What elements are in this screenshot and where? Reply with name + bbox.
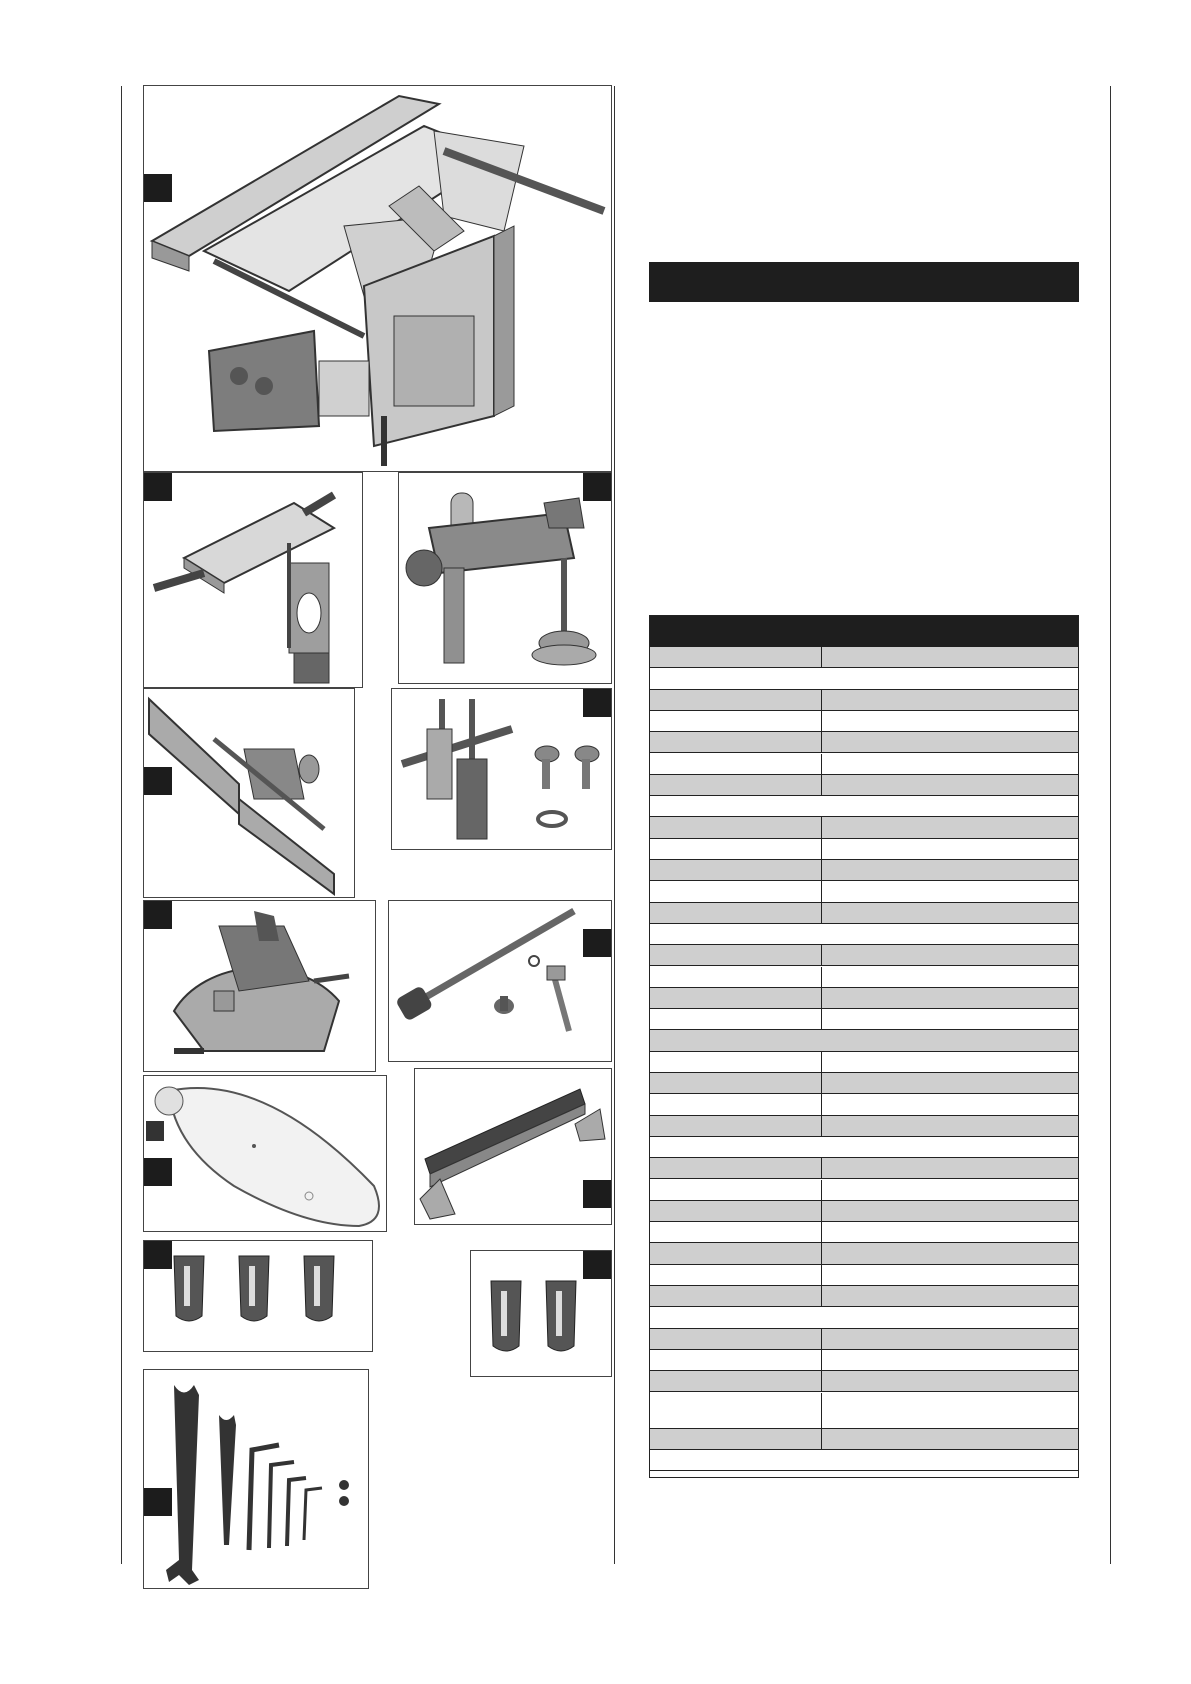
- table-cell-label: [650, 1201, 822, 1221]
- table-cell-value: [822, 1116, 1078, 1136]
- table-row: [650, 1243, 1078, 1264]
- table-row: [650, 1371, 1078, 1392]
- table-cell-value: [822, 690, 1078, 710]
- table-cell-label: [650, 647, 822, 667]
- table-cell-value: [822, 860, 1078, 880]
- table-cell-label: [650, 988, 822, 1008]
- table-row: [650, 817, 1078, 838]
- table-cell-label: [650, 1371, 822, 1391]
- figure-cross-fence: [414, 1068, 612, 1225]
- table-cell-label: [650, 817, 822, 837]
- table-cell-value: [822, 1052, 1078, 1072]
- table-cell-value: [822, 775, 1078, 795]
- hold-down-clamp-icon: [399, 473, 611, 683]
- figure-badge: [144, 473, 172, 501]
- sliding-carriage-icon: [144, 473, 362, 687]
- table-row: [650, 1393, 1078, 1429]
- table-cell-value: [822, 1201, 1078, 1221]
- collets-three-icon: [144, 1241, 372, 1351]
- table-cell-label: [650, 1286, 822, 1306]
- figure-spindle-knobs: [388, 900, 612, 1062]
- table-cell-value: [822, 817, 1078, 837]
- table-cell-label: [650, 1393, 822, 1428]
- table-cell-value: [822, 1009, 1078, 1029]
- table-cell-label: [650, 1180, 822, 1200]
- tool-set-icon: [144, 1370, 368, 1588]
- table-row: [650, 1158, 1078, 1179]
- table-row: [650, 775, 1078, 796]
- center-column-rule: [614, 86, 615, 1564]
- table-cell-value: [822, 1286, 1078, 1306]
- figure-badge: [583, 1180, 611, 1208]
- table-row: [650, 1116, 1078, 1137]
- figure-badge: [144, 1241, 172, 1269]
- figure-badge: [144, 1488, 172, 1516]
- table-row: [650, 1073, 1078, 1094]
- figure-collets-three: [143, 1240, 373, 1352]
- table-cell-label: [650, 732, 822, 752]
- figure-mitre-gauge: [143, 900, 376, 1072]
- table-row: [650, 1329, 1078, 1350]
- specification-table: [649, 615, 1079, 1478]
- figure-badge: [144, 901, 172, 929]
- table-cell-value: [822, 839, 1078, 859]
- table-cell-label: [650, 1052, 822, 1072]
- blade-guard-icon: [144, 1076, 386, 1231]
- table-cell-value: [822, 1429, 1078, 1449]
- table-section-row: [650, 1450, 1078, 1471]
- table-cell-label: [650, 839, 822, 859]
- table-row: [650, 754, 1078, 775]
- table-row: [650, 1180, 1078, 1201]
- table-row: [650, 1429, 1078, 1450]
- table-row: [650, 690, 1078, 711]
- figure-badge: [583, 929, 611, 957]
- table-cell-value: [822, 1158, 1078, 1178]
- table-row: [650, 1052, 1078, 1073]
- table-cell-value: [822, 1350, 1078, 1370]
- rip-fence-icon: [144, 689, 354, 897]
- figure-blade-guard: [143, 1075, 387, 1232]
- table-cell-label: [650, 754, 822, 774]
- right-margin-rule: [1110, 86, 1111, 1564]
- figure-badge: [583, 1251, 611, 1279]
- table-cell-label: [650, 881, 822, 901]
- table-cell-value: [822, 711, 1078, 731]
- table-cell-label: [650, 690, 822, 710]
- table-row: [650, 967, 1078, 988]
- table-cell-value: [822, 647, 1078, 667]
- table-cell-label: [650, 1329, 822, 1349]
- table-cell-label: [650, 860, 822, 880]
- figure-sliding-carriage: [143, 472, 363, 688]
- table-cell-label: [650, 1073, 822, 1093]
- table-cell-label: [650, 1222, 822, 1242]
- figure-badge: [144, 174, 172, 202]
- cross-fence-icon: [415, 1069, 611, 1224]
- table-row: [650, 839, 1078, 860]
- figure-badge: [583, 473, 611, 501]
- table-cell-value: [822, 1180, 1078, 1200]
- table-cell-label: [650, 1158, 822, 1178]
- figure-hold-down-clamp: [398, 472, 612, 684]
- table-saw-assembly-icon: [144, 86, 611, 471]
- table-cell-value: [822, 1329, 1078, 1349]
- fence-clamp-set-icon: [392, 689, 611, 849]
- table-section-row: [650, 1030, 1078, 1051]
- table-cell-label: [650, 1243, 822, 1263]
- table-cell-value: [822, 1265, 1078, 1285]
- table-cell-label: [650, 1350, 822, 1370]
- figure-table-saw: [143, 85, 612, 472]
- table-cell-value: [822, 988, 1078, 1008]
- table-row: [650, 1222, 1078, 1243]
- table-cell-label: [650, 711, 822, 731]
- table-section-row: [650, 924, 1078, 945]
- table-row: [650, 1350, 1078, 1371]
- table-cell-label: [650, 903, 822, 923]
- table-cell-value: [822, 1094, 1078, 1114]
- table-cell-label: [650, 1429, 822, 1449]
- table-row: [650, 881, 1078, 902]
- table-cell-label: [650, 945, 822, 965]
- table-section-row: [650, 1137, 1078, 1158]
- table-cell-value: [822, 1222, 1078, 1242]
- table-row: [650, 903, 1078, 924]
- table-cell-label: [650, 1116, 822, 1136]
- table-cell-value: [822, 1393, 1078, 1428]
- figure-rip-fence: [143, 688, 355, 898]
- table-cell-label: [650, 1265, 822, 1285]
- table-row: [650, 1201, 1078, 1222]
- table-section-row: [650, 796, 1078, 817]
- section-header-bar: [649, 262, 1079, 302]
- table-cell-label: [650, 1009, 822, 1029]
- table-row: [650, 1265, 1078, 1286]
- figure-collets-two: [470, 1250, 612, 1377]
- figure-badge: [144, 767, 172, 795]
- table-row: [650, 860, 1078, 881]
- table-row: [650, 732, 1078, 753]
- table-header: [650, 616, 1078, 647]
- table-cell-value: [822, 1073, 1078, 1093]
- table-cell-value: [822, 754, 1078, 774]
- table-section-row: [650, 1307, 1078, 1328]
- table-cell-label: [650, 967, 822, 987]
- table-row: [650, 1094, 1078, 1115]
- table-cell-label: [650, 1094, 822, 1114]
- figure-badge: [583, 689, 611, 717]
- table-row: [650, 988, 1078, 1009]
- table-row: [650, 711, 1078, 732]
- table-cell-value: [822, 732, 1078, 752]
- table-section-row: [650, 668, 1078, 689]
- table-cell-value: [822, 881, 1078, 901]
- table-cell-value: [822, 945, 1078, 965]
- table-cell-value: [822, 903, 1078, 923]
- figure-badge: [144, 1158, 172, 1186]
- table-row: [650, 1009, 1078, 1030]
- table-row: [650, 1286, 1078, 1307]
- table-cell-value: [822, 1243, 1078, 1263]
- figure-fence-clamps: [391, 688, 612, 850]
- table-cell-value: [822, 1371, 1078, 1391]
- table-row: [650, 647, 1078, 668]
- mitre-gauge-icon: [144, 901, 375, 1071]
- table-row: [650, 945, 1078, 966]
- left-margin-rule: [121, 86, 122, 1564]
- table-cell-value: [822, 967, 1078, 987]
- spindle-and-knobs-icon: [389, 901, 611, 1061]
- table-cell-label: [650, 775, 822, 795]
- figure-tool-set: [143, 1369, 369, 1589]
